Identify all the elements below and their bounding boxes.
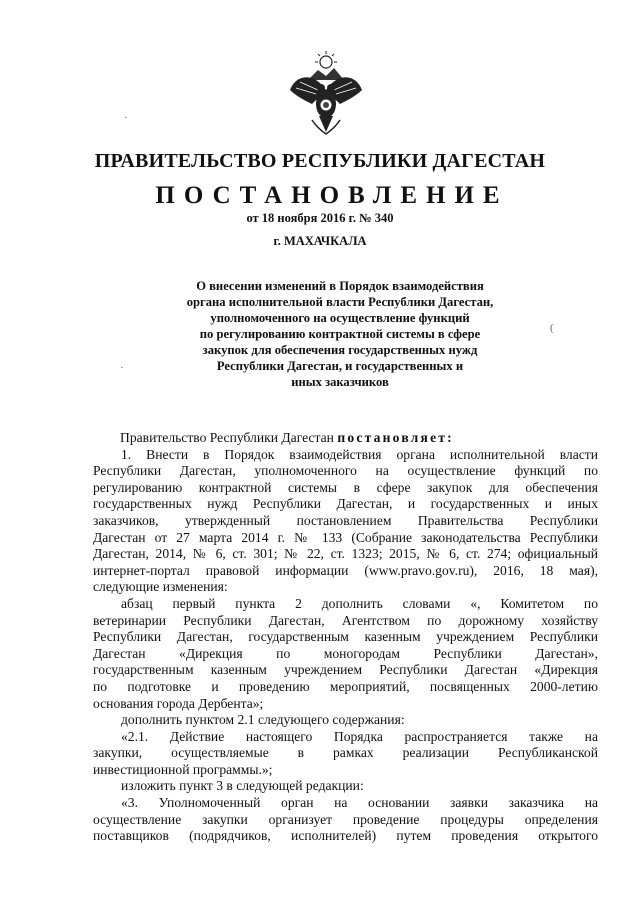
paragraph-6 — [93, 795, 598, 845]
text-line: основания города Дербента»; — [93, 695, 264, 711]
intro-prefix: Правительство Республики Дагестан — [120, 430, 334, 445]
text-line: Дагестан от 27 марта 2014 г. № 133 (Собрание законодательства Республики — [93, 529, 598, 545]
paragraph-2 — [93, 596, 598, 712]
text-line: «2.1. Действие настоящего Порядка распространяется также на — [121, 728, 598, 744]
subject-line: уполномоченного на осуществление функций — [210, 311, 470, 325]
text-line: государственным казенным учреждением Республики Дагестан «Дирекция — [93, 662, 598, 678]
intro-keyword: постановляет: — [337, 430, 454, 445]
document-date-number: от 18 ноября 2016 г. № 340 — [246, 211, 394, 225]
document-type-title: ПОСТАНОВЛЕНИЕ — [155, 182, 509, 209]
document-body — [93, 430, 598, 845]
text-line: абзац первый пункта 2 дополнить словами «, Комитетом по — [121, 595, 598, 611]
paragraph-5 — [93, 778, 598, 795]
paragraph-3 — [93, 712, 598, 729]
text-line: по подготовке и проведению мероприятий, посвященных 2000-летию — [93, 678, 598, 694]
text-line: 1. Внести в Порядок взаимодействия органа исполнительной власти — [121, 446, 598, 462]
text-line: Республики Дагестан, государственным казенным учреждением Республики — [93, 629, 598, 645]
document-city: г. МАХАЧКАЛА — [273, 234, 367, 248]
subject-line: Республики Дагестан, и государственных и — [216, 359, 464, 373]
text-line: Дагестан «Дирекция по моногородам Республики Дагестан», — [93, 645, 598, 661]
text-line: Республики Дагестан, уполномоченного на осуществление функций по — [93, 463, 598, 479]
subject-line: органа исполнительной власти Республики Дагестан, — [186, 295, 494, 309]
intro-paragraph — [120, 430, 598, 447]
text-line: Дагестан, 2014, № 6, ст. 301; № 22, ст. 1323; 2015, № 6, ст. 274; официальный — [93, 546, 598, 562]
text-line: государственных нужд Республики Дагестан, и государственных и иных — [93, 496, 598, 512]
scan-speck: ( — [550, 322, 554, 334]
text-line: инвестиционной программы.»; — [93, 761, 273, 777]
text-line: поставщиков (подрядчиков, исполнителей) путем проведения открытого — [93, 828, 598, 844]
text-line: регулированию контрактной системы в сфере закупок для обеспечения — [93, 479, 598, 495]
text-line: следующие изменения: — [93, 579, 228, 595]
text-line: «3. Уполномоченный орган на основании заявки заказчика на — [121, 795, 598, 811]
subject-line: иных заказчиков — [291, 375, 389, 389]
scan-speck: · — [120, 362, 124, 374]
paragraph-1 — [93, 447, 598, 596]
subject-line: по регулированию контрактной системы в сфере — [199, 327, 481, 341]
coat-of-arms-emblem — [286, 50, 366, 136]
scan-speck: · — [124, 112, 128, 124]
text-line: ветеринарии Республики Дагестан, Агентством по дорожному хозяйству — [93, 612, 598, 628]
text-line: дополнить пунктом 2.1 следующего содержания: — [121, 712, 405, 728]
subject-line: О внесении изменений в Порядок взаимодействия — [196, 279, 484, 293]
subject-line: закупок для обеспечения государственных нужд — [202, 343, 478, 357]
text-line: закупки, осуществляемые в рамках реализации Республиканской — [93, 745, 598, 761]
text-line: изложить пункт 3 в следующей редакции: — [121, 778, 364, 794]
text-line: интернет-портал правовой информации (www.pravo.gov.ru), 2016, 18 мая), — [93, 562, 598, 578]
government-title: ПРАВИТЕЛЬСТВО РЕСПУБЛИКИ ДАГЕСТАН — [94, 150, 546, 172]
document-subject — [140, 278, 540, 390]
text-line: осуществление закупки организует проведение процедуры определения — [93, 811, 598, 827]
paragraph-4 — [93, 729, 598, 779]
text-line: заказчиков, утвержденный постановлением Правительства Республики — [93, 512, 598, 528]
